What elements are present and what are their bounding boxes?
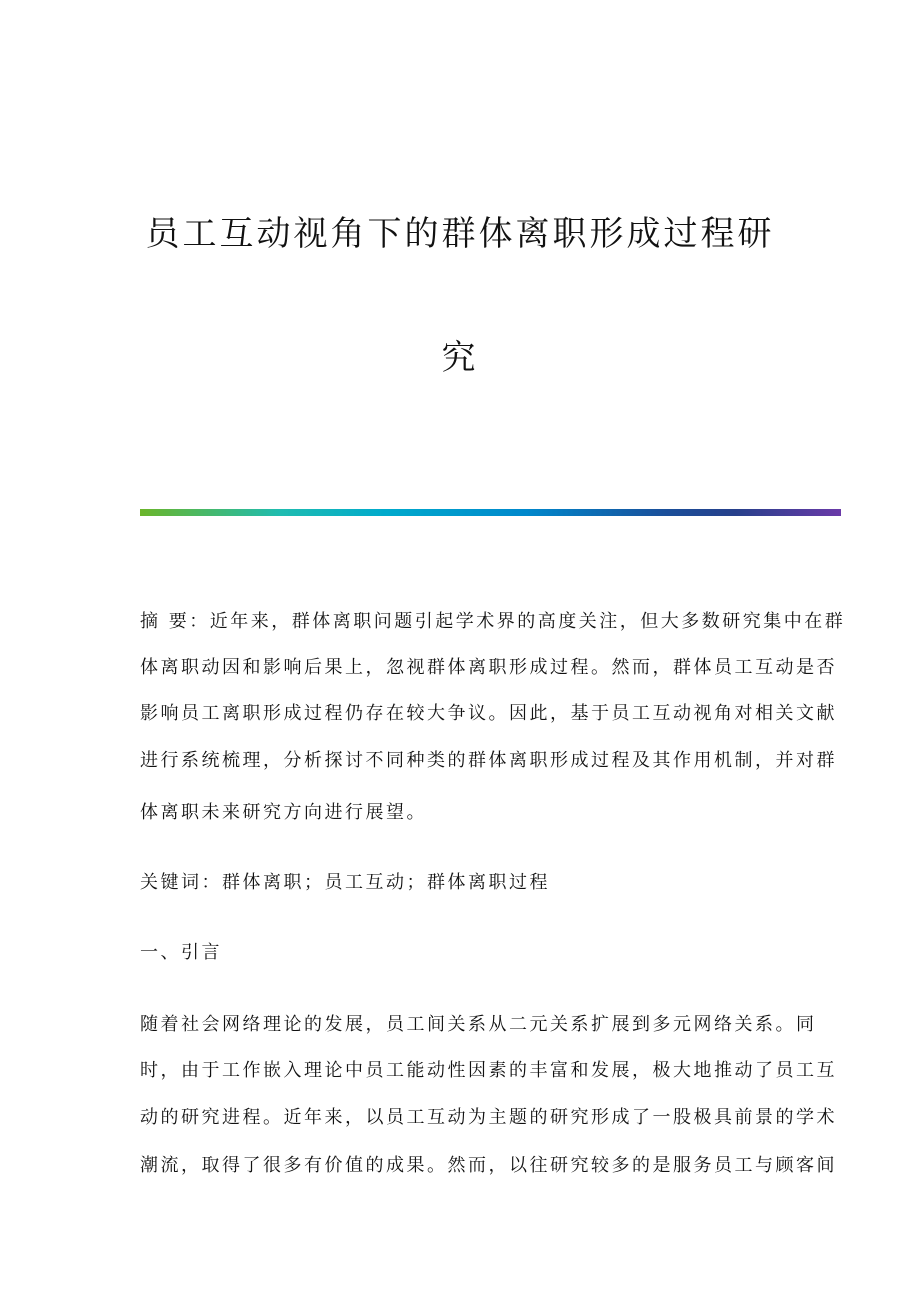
section-heading: 一、引言 bbox=[140, 942, 222, 963]
document-title-line-1: 员工互动视角下的群体离职形成过程研 bbox=[145, 214, 775, 254]
intro-line: 潮流，取得了很多有价值的成果。然而，以往研究较多的是服务员工与顾客间 bbox=[140, 1155, 837, 1176]
intro-line: 随着社会网络理论的发展，员工间关系从二元关系扩展到多元网络关系。同 bbox=[140, 1014, 817, 1035]
gradient-divider bbox=[140, 509, 841, 516]
abstract-line: 体离职动因和影响后果上，忽视群体离职形成过程。然而，群体员工互动是否 bbox=[140, 657, 837, 678]
abstract-line: 进行系统梳理，分析探讨不同种类的群体离职形成过程及其作用机制，并对群 bbox=[140, 750, 837, 771]
intro-line: 动的研究进程。近年来，以员工互动为主题的研究形成了一股极具前景的学术 bbox=[140, 1107, 837, 1128]
document-title-line-2: 究 bbox=[441, 338, 479, 378]
abstract-line: 摘 要：近年来，群体离职问题引起学术界的高度关注，但大多数研究集中在群 bbox=[140, 611, 846, 632]
keywords: 关键词：群体离职；员工互动；群体离职过程 bbox=[140, 872, 550, 893]
abstract-line: 体离职未来研究方向进行展望。 bbox=[140, 802, 427, 823]
abstract-line: 影响员工离职形成过程仍存在较大争议。因此，基于员工互动视角对相关文献 bbox=[140, 703, 837, 724]
intro-line: 时，由于工作嵌入理论中员工能动性因素的丰富和发展，极大地推动了员工互 bbox=[140, 1060, 837, 1081]
